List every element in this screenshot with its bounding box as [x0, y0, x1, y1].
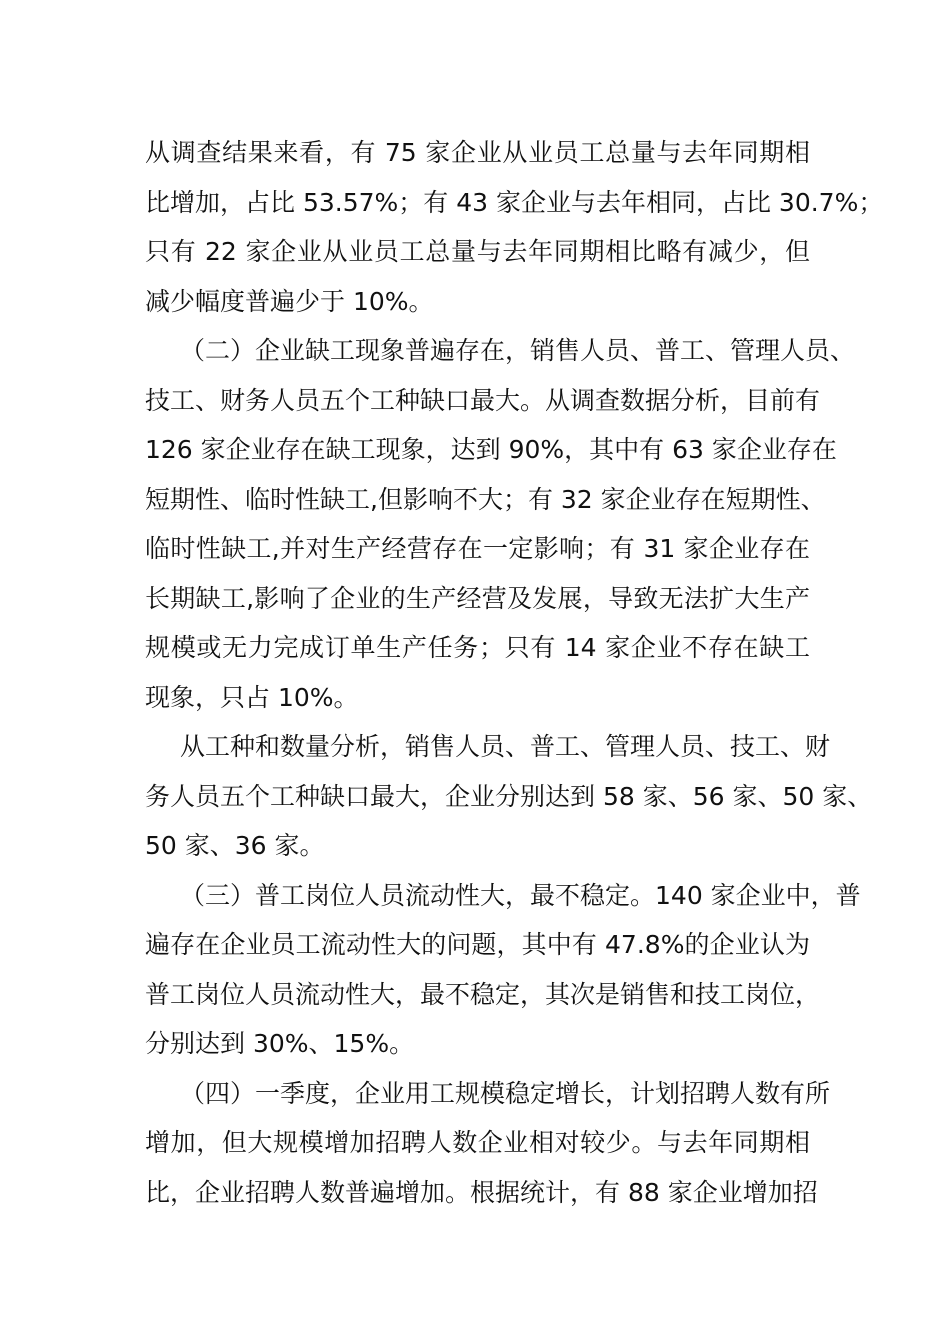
text-line: 长期缺工,影响了企业的生产经营及发展，导致无法扩大生产	[145, 583, 810, 613]
text-line: 技工、财务人员五个工种缺口最大。从调查数据分析，目前有	[145, 385, 821, 415]
text-line: 减少幅度普遍少于 10%。	[145, 286, 434, 316]
text-line: 分别达到 30%、15%。	[145, 1029, 415, 1058]
text-line: 普工岗位人员流动性大，最不稳定，其次是销售和技工岗位，	[145, 979, 821, 1009]
text-line: （三）普工岗位人员流动性大，最不稳定。140 家企业中，普	[180, 880, 861, 910]
text-line: 增加，但大规模增加招聘人数企业相对较少。与去年同期相	[145, 1128, 810, 1157]
text-line: 从工种和数量分析，销售人员、普工、管理人员、技工、财	[180, 732, 831, 761]
text-line: 遍存在企业员工流动性大的问题，其中有 47.8%的企业认为	[145, 930, 810, 959]
text-line: 临时性缺工,并对生产经营存在一定影响；有 31 家企业存在	[145, 534, 810, 563]
text-line: 比增加，占比 53.57%；有 43 家企业与去年相同，占比 30.7%；	[145, 187, 884, 217]
text-line: 规模或无力完成订单生产任务；只有 14 家企业不存在缺工	[145, 633, 810, 662]
text-line: 短期性、临时性缺工,但影响不大；有 32 家企业存在短期性、	[145, 484, 826, 514]
text-line: 50 家、36 家。	[145, 831, 325, 860]
text-line: （二）企业缺工现象普遍存在，销售人员、普工、管理人员、	[180, 336, 856, 365]
text-line: 126 家企业存在缺工现象，达到 90%，其中有 63 家企业存在	[145, 435, 837, 464]
text-line: （四）一季度，企业用工规模稳定增长，计划招聘人数有所	[180, 1078, 831, 1108]
text-line: 现象，只占 10%。	[145, 682, 359, 712]
text-line: 从调查结果来看，有 75 家企业从业员工总量与去年同期相	[145, 138, 810, 167]
document-body	[145, 128, 884, 1217]
text-line: 务人员五个工种缺口最大，企业分别达到 58 家、56 家、50 家、	[145, 781, 873, 811]
text-line: 比，企业招聘人数普遍增加。根据统计，有 88 家企业增加招	[145, 1177, 818, 1207]
text-line: 只有 22 家企业从业员工总量与去年同期相比略有减少，但	[145, 237, 810, 266]
